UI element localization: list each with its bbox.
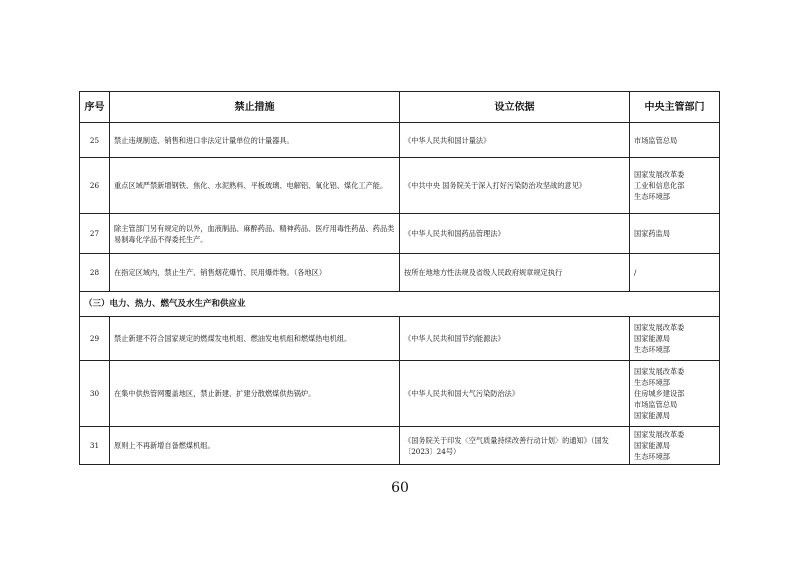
table-row xyxy=(80,254,720,292)
row-seq: 28 xyxy=(80,254,110,292)
row-seq: 30 xyxy=(80,361,110,427)
section-title: （三）电力、热力、燃气及水生产和供应业 xyxy=(80,292,720,317)
row-seq: 29 xyxy=(80,317,110,361)
dept-item: 国家药监局 xyxy=(634,229,670,238)
dept-item: 国家发展改革委 xyxy=(634,170,685,179)
dept-item: 生态环境部 xyxy=(634,378,670,387)
dept-item: 住房城乡建设部 xyxy=(634,389,685,398)
row-dept xyxy=(630,123,720,158)
measures-table xyxy=(79,91,720,465)
dept-item: 生态环境部 xyxy=(634,452,670,461)
row-measure: 在指定区域内，禁止生产、销售烟花爆竹、民用爆炸物。（各地区） xyxy=(110,254,400,292)
section-row xyxy=(80,292,720,317)
dept-item: 国家发展改革委 xyxy=(634,367,685,376)
row-dept xyxy=(630,254,720,292)
row-seq: 25 xyxy=(80,123,110,158)
dept-item: 工业和信息化部 xyxy=(634,181,685,190)
table-row xyxy=(80,361,720,427)
row-measure: 禁止新建不符合国家规定的燃煤发电机组、燃油发电机组和燃煤热电机组。 xyxy=(110,317,400,361)
dept-item: 市场监管总局 xyxy=(634,135,678,145)
table-row xyxy=(80,427,720,465)
dept-item: 国家发展改革委 xyxy=(634,430,685,439)
row-dept xyxy=(630,317,720,361)
row-seq: 27 xyxy=(80,214,110,254)
row-measure: 除主管部门另有规定的以外，血液制品、麻醉药品、精神药品、医疗用毒性药品、药品类易制毒化学品不得委托生产。 xyxy=(110,214,400,254)
row-dept xyxy=(630,361,720,427)
dept-item: 国家能源局 xyxy=(634,334,670,343)
header-seq: 序号 xyxy=(80,92,110,123)
table-row xyxy=(80,317,720,361)
dept-item: / xyxy=(634,268,637,277)
dept-item: 生态环境部 xyxy=(634,345,670,354)
header-measure: 禁止措施 xyxy=(110,92,400,123)
row-basis: 《中华人民共和国大气污染防治法》 xyxy=(400,361,630,427)
row-seq: 31 xyxy=(80,427,110,465)
dept-item: 国家发展改革委 xyxy=(634,323,685,332)
dept-item: 国家能源局 xyxy=(634,441,670,450)
row-measure: 禁止违规制造、销售和进口非法定计量单位的计量器具。 xyxy=(110,123,400,158)
row-basis: 《中共中央 国务院关于深入打好污染防治攻坚战的意见》 xyxy=(400,158,630,214)
row-basis: 《中华人民共和国节约能源法》 xyxy=(400,317,630,361)
row-dept xyxy=(630,158,720,214)
table-row xyxy=(80,123,720,158)
dept-item: 国家能源局 xyxy=(634,411,670,420)
row-measure: 原则上不再新增自备燃煤机组。 xyxy=(110,427,400,465)
table-row xyxy=(80,158,720,214)
row-basis: 按所在地地方性法规及省级人民政府规章规定执行 xyxy=(400,254,630,292)
row-measure: 在集中供热管网覆盖地区，禁止新建、扩建分散燃煤供热锅炉。 xyxy=(110,361,400,427)
row-basis: 《中华人民共和国计量法》 xyxy=(400,123,630,158)
table-row xyxy=(80,214,720,254)
table-header-row xyxy=(80,92,720,123)
page-number: 60 xyxy=(391,480,409,496)
row-dept xyxy=(630,214,720,254)
header-dept: 中央主管部门 xyxy=(630,92,720,123)
row-measure: 重点区域严禁新增钢铁、焦化、水泥熟料、平板玻璃、电解铝、氧化铝、煤化工产能。 xyxy=(110,158,400,214)
header-basis: 设立依据 xyxy=(400,92,630,123)
row-seq: 26 xyxy=(80,158,110,214)
row-basis: 《中华人民共和国药品管理法》 xyxy=(400,214,630,254)
dept-item: 市场监管总局 xyxy=(634,400,678,409)
dept-item: 生态环境部 xyxy=(634,192,670,201)
row-dept xyxy=(630,427,720,465)
row-basis: 《国务院关于印发〈空气质量持续改善行动计划〉的通知》（国发〔2023〕24号） xyxy=(400,427,630,465)
